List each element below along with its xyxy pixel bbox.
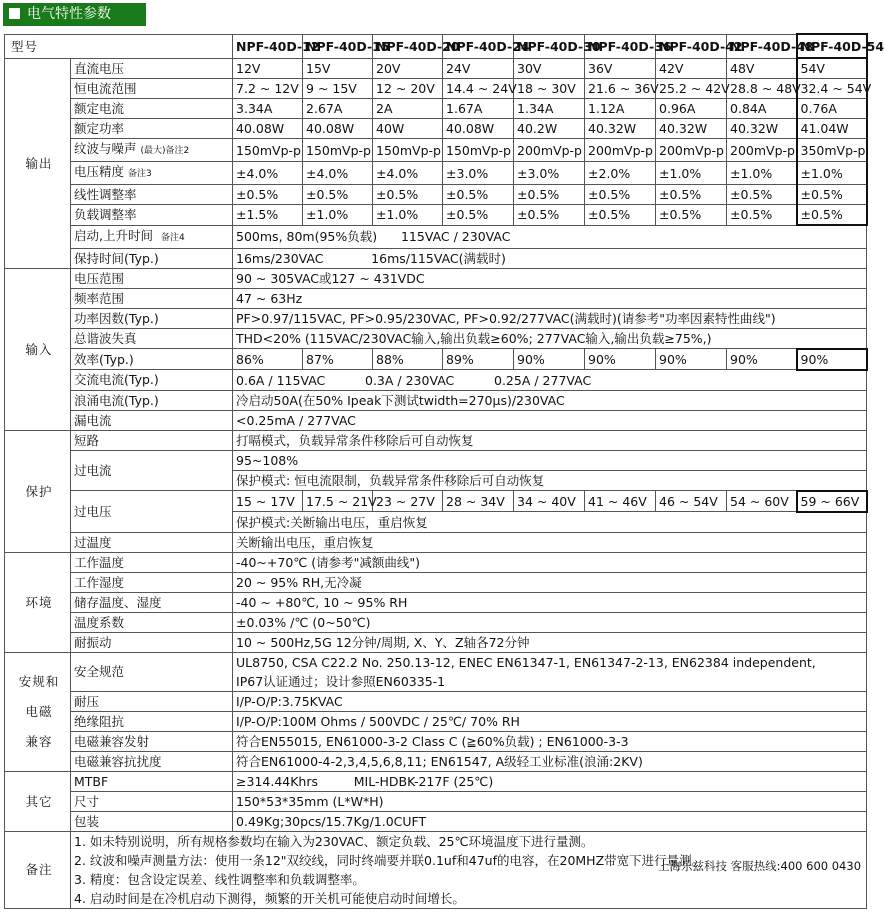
cell: 200mVp-p: [514, 139, 585, 162]
cell: 40.32W: [656, 119, 727, 139]
row-label: 过电流: [71, 450, 233, 491]
cell: 12 ~ 20V: [373, 79, 443, 99]
cell: 30V: [514, 58, 585, 79]
cell: 1.34A: [514, 99, 585, 119]
cell: 41.04W: [797, 119, 867, 139]
cell: ±0.5%: [303, 185, 373, 205]
cell: 2A: [373, 99, 443, 119]
standards-line1: UL8750, CSA C22.2 No. 250.13-12, ENEC EN61347-1, EN61347-2-13, EN62384 independent,: [236, 654, 816, 670]
cell: ±0.5%: [656, 185, 727, 205]
row-label: 工作湿度: [71, 572, 233, 592]
row-label: [71, 225, 233, 248]
cell: ±0.5%: [233, 185, 303, 205]
cell: 40.08W: [303, 119, 373, 139]
row-label: 电磁兼容抗扰度: [71, 751, 233, 771]
row-label: 线性调整率: [71, 185, 233, 205]
cell: ±0.5%: [443, 185, 514, 205]
cell-wide: 0.6A / 115VAC 0.3A / 230VAC 0.25A / 277VAC: [233, 370, 867, 391]
row-label: 耐压: [71, 691, 233, 711]
cell: 150mVp-p: [443, 139, 514, 162]
cell: ±3.0%: [443, 162, 514, 185]
cell: 1.67A: [443, 99, 514, 119]
row-label-text: 电压精度: [74, 164, 125, 179]
note-line: 4. 启动时间是在冷机启动下测得，频繁的开关机可能使启动时间增长。: [74, 890, 465, 906]
cell: 25.2 ~ 42V: [656, 79, 727, 99]
row-label: 工作温度: [71, 552, 233, 572]
cell: 17.5 ~ 21V: [303, 491, 373, 512]
cell-wide: 保护模式: 恒电流限制，负载异常条件移除后可自动恢复: [233, 470, 867, 491]
cell: 86%: [233, 349, 303, 370]
cell-wide: -40~+70℃ (请参考"减额曲线"): [233, 552, 867, 572]
row-label: 额定电流: [71, 99, 233, 119]
cell: 350mVp-p: [797, 139, 867, 162]
standards-line2: IP67认证通过；设计参照EN60335-1: [236, 673, 446, 689]
row-label: 过温度: [71, 532, 233, 552]
cell: 41 ~ 46V: [585, 491, 656, 512]
cell: ±4.0%: [233, 162, 303, 185]
cell-wide: 冷启动50A(在50% Ipeak下测试twidth=270μs)/230VAC: [233, 390, 867, 410]
note-line: 3. 精度：包含设定误差、线性调整率和负载调整率。: [74, 871, 365, 887]
cell: 88%: [373, 349, 443, 370]
cell: ±4.0%: [373, 162, 443, 185]
row-label-text: 启动,上升时间: [74, 227, 153, 243]
row-label: MTBF: [71, 771, 233, 791]
model-name: NPF-40D-42: [656, 34, 727, 58]
model-name: NPF-40D-24: [443, 34, 514, 58]
cell-wide: 0.49Kg;30pcs/15.7Kg/1.0CUFT: [233, 811, 867, 831]
cell-wide: 保护模式:关断输出电压，重启恢复: [233, 512, 867, 533]
row-label: 漏电流: [71, 410, 233, 430]
model-name: NPF-40D-12: [233, 34, 303, 58]
cell: 90%: [585, 349, 656, 370]
cell: 40.32W: [727, 119, 797, 139]
cell: ±0.5%: [656, 205, 727, 226]
cell-wide: 符合EN55015, EN61000-3-2 Class C (≧60%负载) ; EN61000-3-3: [233, 731, 867, 751]
group-output: 输出: [5, 58, 71, 268]
cell: 0.76A: [797, 99, 867, 119]
cell: ±0.5%: [797, 185, 867, 205]
hotline-text: 上海乐兹科技 客服热线:400 600 0430: [658, 859, 862, 873]
row-note: 备注3: [128, 169, 152, 179]
note-line: 2. 纹波和噪声测量方法：使用一条12"双绞线，同时终端要并联0.1uf和47uf的电容，在20MHZ带宽下进行量测。: [74, 852, 705, 868]
cell-wide: 90 ~ 305VAC或127 ~ 431VDC: [233, 268, 867, 288]
cell: ±0.5%: [443, 205, 514, 226]
section-header: [3, 3, 146, 26]
row-label: 直流电压: [71, 58, 233, 79]
cell: 150mVp-p: [303, 139, 373, 162]
row-label: 负载调整率: [71, 205, 233, 226]
cell-wide: 150*53*35mm (L*W*H): [233, 791, 867, 811]
row-label: 电磁兼容发射: [71, 731, 233, 751]
cell: 90%: [797, 349, 867, 370]
row-label-text: 纹波与噪声: [74, 141, 137, 156]
cell: 2.67A: [303, 99, 373, 119]
cell: 90%: [727, 349, 797, 370]
cell: ±3.0%: [514, 162, 585, 185]
cell: 15V: [303, 58, 373, 79]
cell: ±4.0%: [303, 162, 373, 185]
cell: 28.8 ~ 48V: [727, 79, 797, 99]
group-safety-line1: 安规和: [18, 673, 60, 689]
cell-wide: 47 ~ 63Hz: [233, 288, 867, 308]
group-safety-emc: [5, 652, 71, 771]
row-label: 耐振动: [71, 632, 233, 652]
cell: ±0.5%: [514, 185, 585, 205]
cell: 3.34A: [233, 99, 303, 119]
cell: 89%: [443, 349, 514, 370]
model-name: NPF-40D-36: [585, 34, 656, 58]
row-label: 保持时间(Typ.): [71, 248, 233, 268]
cell: 9 ~ 15V: [303, 79, 373, 99]
cell: ±0.5%: [585, 205, 656, 226]
model-name: NPF-40D-48: [727, 34, 797, 58]
cell: 200mVp-p: [585, 139, 656, 162]
cell: ±0.5%: [585, 185, 656, 205]
cell: 12V: [233, 58, 303, 79]
cell: 90%: [656, 349, 727, 370]
cell: 54V: [797, 58, 867, 79]
cell: ±1.0%: [727, 162, 797, 185]
row-label: 储存温度、湿度: [71, 592, 233, 612]
cell: 90%: [514, 349, 585, 370]
cell: ±1.0%: [797, 162, 867, 185]
model-name: NPF-40D-30: [514, 34, 585, 58]
model-label: 型号: [5, 34, 233, 58]
cell: 54 ~ 60V: [727, 491, 797, 512]
cell-wide: THD<20% (115VAC/230VAC输入,输出负载≥60%; 277VAC输入,输出负载≥75%,): [233, 328, 867, 349]
section-title: 电气特性参数: [27, 6, 111, 22]
group-environment: 环境: [5, 552, 71, 652]
cell: 40.32W: [585, 119, 656, 139]
cell: ±0.5%: [727, 185, 797, 205]
cell: 59 ~ 66V: [797, 491, 867, 512]
cell: 15 ~ 17V: [233, 491, 303, 512]
cell: 40.08W: [233, 119, 303, 139]
cell-wide: I/P-O/P:3.75KVAC: [233, 691, 867, 711]
row-label: 额定功率: [71, 119, 233, 139]
cell: ±0.5%: [373, 185, 443, 205]
row-label: 安全规范: [71, 652, 233, 691]
cell: 14.4 ~ 24V: [443, 79, 514, 99]
cell: 48V: [727, 58, 797, 79]
cell: 87%: [303, 349, 373, 370]
row-label: 频率范围: [71, 288, 233, 308]
cell: ±0.5%: [727, 205, 797, 226]
cell-wide: -40 ~ +80℃, 10 ~ 95% RH: [233, 592, 867, 612]
group-safety-line2: 电磁: [25, 703, 53, 719]
cell-wide: I/P-O/P:100M Ohms / 500VDC / 25℃/ 70% RH: [233, 711, 867, 731]
cell: ±2.0%: [585, 162, 656, 185]
cell: ±1.0%: [303, 205, 373, 226]
cell: 18 ~ 30V: [514, 79, 585, 99]
cell: 42V: [656, 58, 727, 79]
cell-wide: 16ms/230VAC 16ms/115VAC(满载时): [233, 248, 867, 268]
cell: 150mVp-p: [233, 139, 303, 162]
cell-wide: 500ms, 80m(95%负载) 115VAC / 230VAC: [233, 225, 867, 248]
group-notes: 备注: [5, 831, 71, 908]
row-label: 温度系数: [71, 612, 233, 632]
spec-table: [4, 33, 884, 909]
cell: 28 ~ 34V: [443, 491, 514, 512]
row-label: 包装: [71, 811, 233, 831]
cell-wide: ≥314.44Khrs MIL-HDBK-217F (25℃): [233, 771, 867, 791]
cell: 150mVp-p: [373, 139, 443, 162]
cell: 0.84A: [727, 99, 797, 119]
group-protection: 保护: [5, 430, 71, 552]
row-label: 浪涌电流(Typ.): [71, 390, 233, 410]
row-label: 功率因数(Typ.): [71, 308, 233, 328]
cell: 20V: [373, 58, 443, 79]
row-label: 交流电流(Typ.): [71, 370, 233, 391]
cell-wide: <0.25mA / 277VAC: [233, 410, 867, 430]
group-input: 输入: [5, 268, 71, 430]
cell-wide: 20 ~ 95% RH,无冷凝: [233, 572, 867, 592]
row-label: 尺寸: [71, 791, 233, 811]
cell: 34 ~ 40V: [514, 491, 585, 512]
cell: 40.2W: [514, 119, 585, 139]
row-note: (最大)备注2: [140, 146, 190, 156]
cell: ±1.0%: [656, 162, 727, 185]
cell: 46 ~ 54V: [656, 491, 727, 512]
cell: ±1.0%: [373, 205, 443, 226]
model-name: NPF-40D-20: [373, 34, 443, 58]
cell-wide: [233, 652, 867, 691]
group-safety-line3: 兼容: [25, 733, 53, 749]
cell-wide: 符合EN61000-4-2,3,4,5,6,8,11; EN61547, A级轻工业标准(浪涌:2KV): [233, 751, 867, 771]
row-label: 电压范围: [71, 268, 233, 288]
cell: 40.08W: [443, 119, 514, 139]
row-label: 总谐波失真: [71, 328, 233, 349]
row-label: [71, 162, 233, 185]
row-label: 绝缘阻抗: [71, 711, 233, 731]
cell: 36V: [585, 58, 656, 79]
note-line: 1. 如未特别说明，所有规格参数均在输入为230VAC、额定负载、25℃环境温度下进行量测。: [74, 833, 594, 849]
cell: 40W: [373, 119, 443, 139]
model-name: NPF-40D-54: [797, 34, 867, 58]
row-label: 恒电流范围: [71, 79, 233, 99]
row-label: 效率(Typ.): [71, 349, 233, 370]
cell-wide: 打嗝模式，负载异常条件移除后可自动恢复: [233, 430, 867, 450]
square-icon: [9, 8, 20, 19]
cell: 23 ~ 27V: [373, 491, 443, 512]
cell-wide: 10 ~ 500Hz,5G 12分钟/周期, X、Y、Z轴各72分钟: [233, 632, 867, 652]
cell: 7.2 ~ 12V: [233, 79, 303, 99]
row-label: [71, 139, 233, 162]
cell: 21.6 ~ 36V: [585, 79, 656, 99]
cell: ±0.5%: [514, 205, 585, 226]
model-name: NPF-40D-15: [303, 34, 373, 58]
cell: 1.12A: [585, 99, 656, 119]
cell: ±0.5%: [797, 205, 867, 226]
cell: 24V: [443, 58, 514, 79]
row-label: 短路: [71, 430, 233, 450]
cell: 0.96A: [656, 99, 727, 119]
row-note: 备注4: [160, 232, 185, 243]
cell-wide: 95~108%: [233, 450, 867, 470]
cell: 200mVp-p: [727, 139, 797, 162]
cell: 32.4 ~ 54V: [797, 79, 867, 99]
cell: ±1.5%: [233, 205, 303, 226]
cell-wide: PF>0.97/115VAC, PF>0.95/230VAC, PF>0.92/277VAC(满载时)(请参考"功率因素特性曲线"): [233, 308, 867, 328]
group-others: 其它: [5, 771, 71, 831]
cell-wide: ±0.03% /℃ (0~50℃): [233, 612, 867, 632]
cell-wide: 关断输出电压，重启恢复: [233, 532, 867, 552]
cell: 200mVp-p: [656, 139, 727, 162]
row-label: 过电压: [71, 491, 233, 533]
